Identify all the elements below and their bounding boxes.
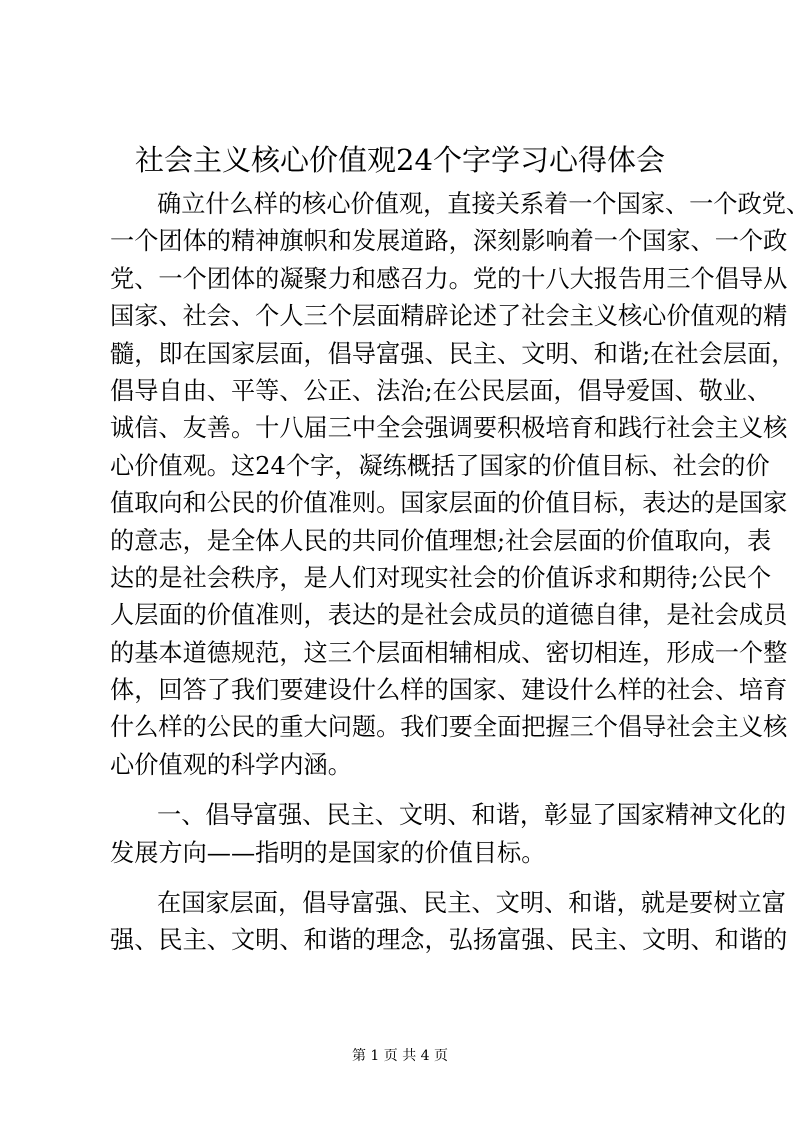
document-title: 社会主义核心价值观24个字学习心得体会 [135,143,665,177]
paragraph-line: 心价值观的科学内涵。 [110,750,352,779]
paragraph-line: 诚信、友善。十八届三中全会强调要积极培育和践行社会主义核 [110,414,788,443]
paragraph-line: 国家、社会、个人三个层面精辟论述了社会主义核心价值观的精 [110,302,788,331]
paragraph-1 [110,186,810,784]
paragraph-2 [110,797,786,872]
paragraph-line: 达的是社会秩序，是人们对现实社会的价值诉求和期待;公民个 [110,563,772,592]
paragraph-line: 发展方向——指明的是国家的价值目标。 [110,838,546,867]
page-footer: 第 1 页 共 4 页 [351,1048,449,1064]
paragraph-line: 在国家层面，倡导富强、民主、文明、和谐，就是要树立富 [157,889,786,918]
paragraph-line: 的基本道德规范，这三个层面相辅相成、密切相连，形成一个整 [110,638,788,667]
paragraph-line: 确立什么样的核心价值观，直接关系着一个国家、一个政党、 [157,190,810,218]
paragraph-line: 的意志，是全体人民的共同价值理想;社会层面的价值取向，表 [110,526,772,555]
paragraph-line: 体，回答了我们要建设什么样的国家、建设什么样的社会、培育 [110,676,788,705]
paragraph-line: 倡导自由、平等、公正、法治;在公民层面，倡导爱国、敬业、 [110,376,772,405]
paragraph-line: 党、一个团体的凝聚力和感召力。党的十八大报告用三个倡导从 [110,264,788,293]
paragraph-spacer [110,872,710,885]
document-body [110,186,810,960]
paragraph-line: 什么样的公民的重大问题。我们要全面把握三个倡导社会主义核 [110,713,788,742]
paragraph-spacer [110,784,710,797]
paragraph-3 [110,885,788,960]
paragraph-line: 人层面的价值准则，表达的是社会成员的道德自律，是社会成员 [110,601,788,630]
paragraph-line: 心价值观。这24个字，凝练概括了国家的价值目标、社会的价 [110,451,770,480]
paragraph-line: 一个团体的精神旗帜和发展道路，深刻影响着一个国家、一个政 [110,227,788,256]
paragraph-line: 髓，即在国家层面，倡导富强、民主、文明、和谐;在社会层面， [110,339,796,368]
paragraph-line: 一、倡导富强、民主、文明、和谐，彰显了国家精神文化的 [157,801,786,830]
paragraph-line: 强、民主、文明、和谐的理念，弘扬富强、民主、文明、和谐的 [110,926,788,955]
paragraph-line: 值取向和公民的价值准则。国家层面的价值目标，表达的是国家 [110,489,788,518]
